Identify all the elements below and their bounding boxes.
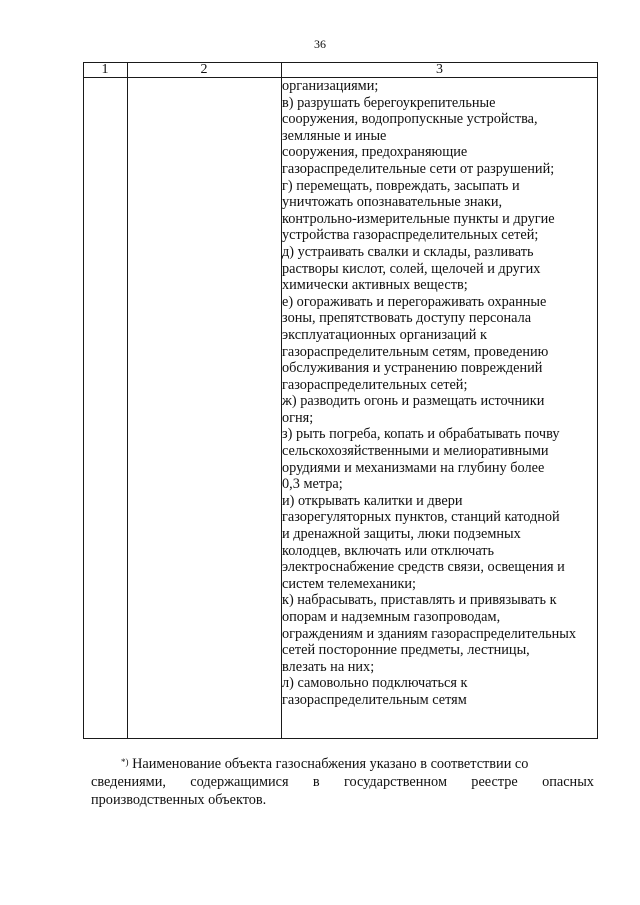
header-col-2: 2 <box>200 62 208 77</box>
table-text-line: газораспределительным сетям, проведению <box>282 343 549 360</box>
header-col-1: 1 <box>101 62 109 77</box>
table-text-line: ж) разводить огонь и размещать источники <box>282 393 545 410</box>
table-text-line: земляные и иные <box>282 127 387 144</box>
footnote-line-2 <box>91 773 594 791</box>
table-text-line: обслуживания и устранению повреждений <box>282 360 543 377</box>
footnote-marker: *) <box>121 757 129 767</box>
table-text-line: д) устраивать свалки и склады, разливать <box>282 243 534 260</box>
content-table <box>83 62 598 739</box>
table-text-line: опорам и надземным газопроводам, <box>282 609 501 625</box>
table-text-line: газораспределительных сетей; <box>282 376 468 393</box>
table-text-line: и) открывать калитки и двери <box>282 492 463 509</box>
table-text-line: контрольно-измерительные пункты и другие <box>282 210 555 227</box>
table-text-line: систем телемеханики; <box>282 575 417 592</box>
table-text-line: газораспределительные сети от разрушений; <box>282 160 555 177</box>
table-text-line: огня; <box>282 409 314 426</box>
table-text-line: к) набрасывать, приставлять и привязывать к <box>282 592 557 609</box>
table-text-line: сетей посторонние предметы, лестницы, <box>282 642 530 659</box>
column-divider-1 <box>127 62 128 739</box>
footnote-word: реестре <box>471 774 518 790</box>
table-text-line: газораспределительным сетям <box>282 691 467 708</box>
footnote-line-3: производственных объектов. <box>91 792 267 808</box>
table-text-line: сооружения, предохраняющие <box>282 144 468 161</box>
table-text-line: сооружения, водопропускные устройства, <box>282 111 538 128</box>
footnote <box>91 755 594 809</box>
table-text-line: г) перемещать, повреждать, засыпать и <box>282 177 520 194</box>
table-text-line: организациями; <box>282 78 379 94</box>
column-3-text <box>282 78 598 709</box>
footnote-line-1 <box>91 755 594 773</box>
table-text-line: в) разрушать берегоукрепительные <box>282 94 496 111</box>
table-text-line: и дренажной защиты, люки подземных <box>282 526 521 543</box>
footnote-word: государственном <box>343 774 447 790</box>
footnote-word: опасных <box>542 774 594 790</box>
table-text-line: электроснабжение средств связи, освещения и <box>282 559 565 576</box>
table-text-line: орудиями и механизмами на глубину более <box>282 459 545 476</box>
table-text-line: сельскохозяйственными и мелиоративными <box>282 443 549 460</box>
footnote-word: сведениями, <box>91 774 166 790</box>
table-text-line: л) самовольно подключаться к <box>282 675 468 692</box>
table-text-line: ограждениям и зданиям газораспределительных <box>282 625 577 642</box>
footnote-word: в <box>312 774 320 790</box>
footnote-line-1-text: Наименование объекта газоснабжения указано в соответствии со <box>132 756 529 772</box>
table-text-line: влезать на них; <box>282 658 375 675</box>
page-number: 36 <box>314 37 326 51</box>
table-text-line: устройства газораспределительных сетей; <box>282 227 539 244</box>
table-text-line: химически активных веществ; <box>282 277 468 294</box>
header-col-3: 3 <box>436 62 443 77</box>
table-text-line: е) огораживать и перегораживать охранные <box>282 293 547 310</box>
table-text-line: зоны, препятствовать доступу персонала <box>282 310 532 327</box>
table-text-line: растворы кислот, солей, щелочей и других <box>282 260 541 277</box>
table-text-line: газорегуляторных пунктов, станций катодной <box>282 509 560 526</box>
table-text-line: з) рыть погреба, копать и обрабатывать почву <box>282 426 560 443</box>
table-text-line: колодцев, включать или отключать <box>282 542 495 559</box>
table-text-line: эксплуатационных организаций к <box>282 326 487 343</box>
footnote-word: содержащимися <box>190 774 289 790</box>
table-text-line: 0,3 метра; <box>282 476 343 493</box>
table-text-line: уничтожать опознавательные знаки, <box>282 194 503 211</box>
